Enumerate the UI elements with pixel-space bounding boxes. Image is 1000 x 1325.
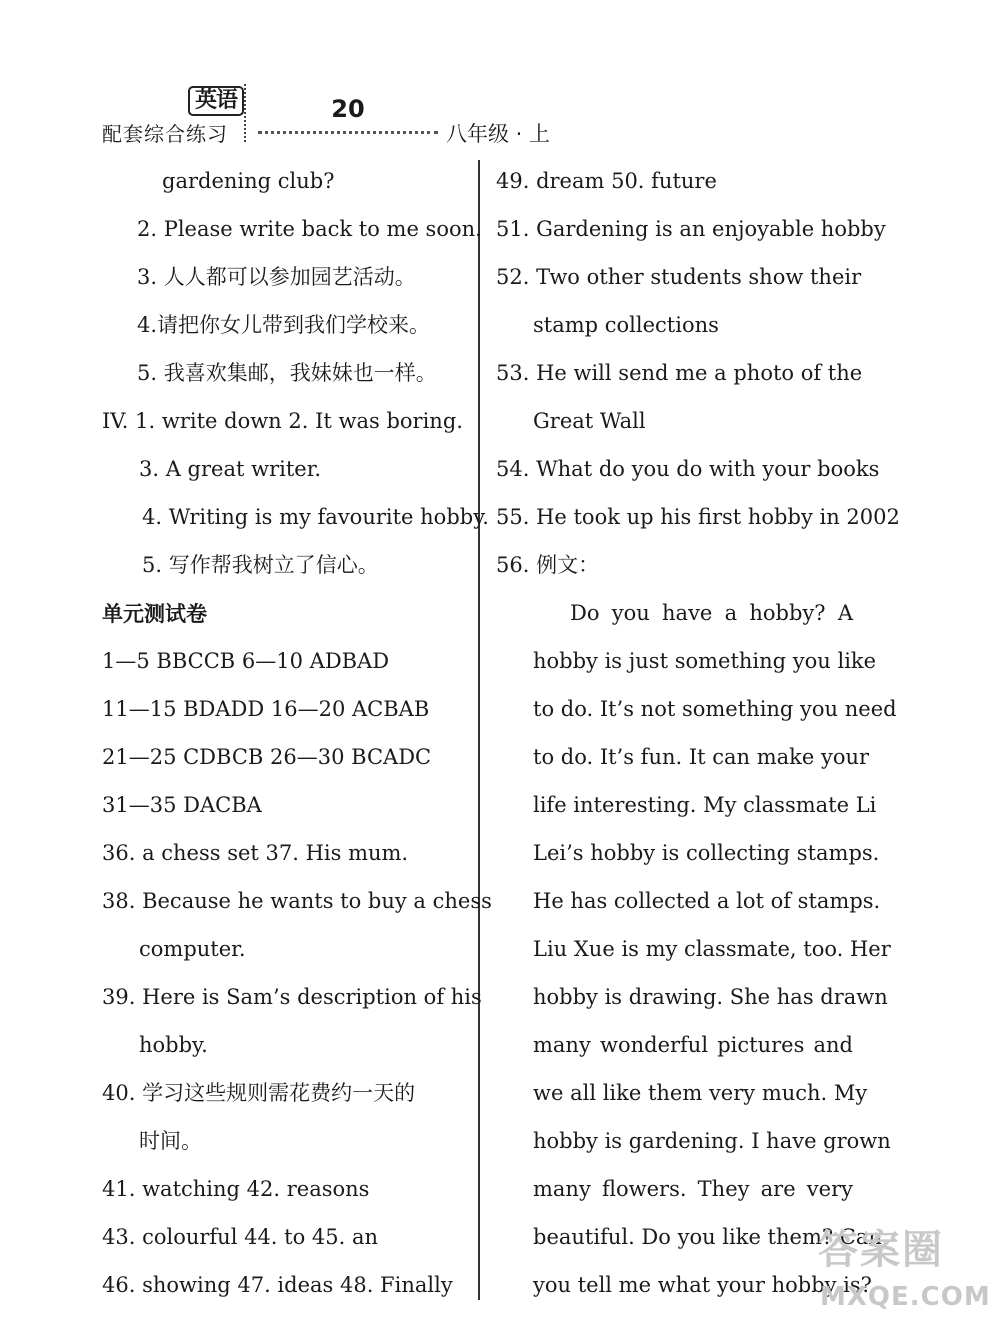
answer-line: 39. Here is Sam’s description of his xyxy=(102,985,482,1009)
answer-line: 时间。 xyxy=(139,1129,202,1153)
essay-line: many flowers. They are very xyxy=(533,1177,853,1201)
answer-line: 40. 学习这些规则需花费约一天的 xyxy=(102,1081,416,1105)
header-divider xyxy=(244,84,246,142)
watermark-logo xyxy=(800,1218,1000,1325)
essay-line: hobby is drawing. She has drawn xyxy=(533,985,888,1009)
answer-line: 21—25 CDBCB 26—30 BCADC xyxy=(102,745,432,769)
essay-line: beautiful. Do you like them? Can xyxy=(533,1225,882,1249)
essay-line: He has collected a lot of stamps. xyxy=(533,889,881,913)
answer-line: 54. What do you do with your books xyxy=(496,457,880,481)
essay-line: we all like them very much. My xyxy=(533,1081,868,1105)
answer-line: stamp collections xyxy=(533,313,719,337)
answer-line: hobby. xyxy=(139,1033,208,1057)
essay-line: to do. It’s fun. It can make your xyxy=(533,745,870,769)
essay-line: you tell me what your hobby is? xyxy=(533,1273,872,1297)
answer-line: gardening club? xyxy=(162,169,335,193)
column-divider xyxy=(478,160,480,1300)
essay-line: hobby is just something you like xyxy=(533,649,877,673)
page-header xyxy=(0,0,1000,160)
answer-line: 11—15 BDADD 16—20 ACBAB xyxy=(102,697,430,721)
dotted-rule xyxy=(258,131,438,134)
answer-line: 4.请把你女儿带到我们学校来。 xyxy=(137,313,431,337)
answer-line: 52. Two other students show their xyxy=(496,265,862,289)
answer-line: 43. colourful 44. to 45. an xyxy=(102,1225,379,1249)
answer-line: computer. xyxy=(139,937,246,961)
grade-label: 八年级 · 上 xyxy=(446,122,551,146)
answer-line: Great Wall xyxy=(533,409,646,433)
subject-badge: 英语 xyxy=(188,86,244,116)
essay-line: Do you have a hobby? A xyxy=(570,601,853,625)
answer-line: 38. Because he wants to buy a chess xyxy=(102,889,492,913)
answer-line: 56. 例文： xyxy=(496,553,600,577)
page-number: 20 xyxy=(331,95,365,123)
answer-line: 3. A great writer. xyxy=(139,457,322,481)
answer-line: 31—35 DACBA xyxy=(102,793,262,817)
answer-line: 55. He took up his first hobby in 2002 xyxy=(496,505,900,529)
answer-line: 2. Please write back to me soon. xyxy=(137,217,482,241)
essay-line: many wonderful pictures and xyxy=(533,1033,853,1057)
answer-line: 5. 我喜欢集邮，我妹妹也一样。 xyxy=(137,361,437,385)
answer-line: 46. showing 47. ideas 48. Finally xyxy=(102,1273,453,1297)
essay-line: life interesting. My classmate Li xyxy=(533,793,877,817)
essay-line: to do. It’s not something you need xyxy=(533,697,897,721)
answer-line: 51. Gardening is an enjoyable hobby xyxy=(496,217,886,241)
series-title: 配套综合练习 xyxy=(102,122,228,146)
section-heading: 单元测试卷 xyxy=(102,602,207,626)
essay-line: Lei’s hobby is collecting stamps. xyxy=(533,841,880,865)
answer-line: 36. a chess set 37. His mum. xyxy=(102,841,409,865)
answer-line: 4. Writing is my favourite hobby. xyxy=(142,505,489,529)
answer-line: 1—5 BBCCB 6—10 ADBAD xyxy=(102,649,390,673)
essay-line: hobby is gardening. I have grown xyxy=(533,1129,891,1153)
answer-line: 3. 人人都可以参加园艺活动。 xyxy=(137,265,416,289)
answer-line: 53. He will send me a photo of the xyxy=(496,361,863,385)
answer-line: IV. 1. write down 2. It was boring. xyxy=(102,409,463,433)
answer-line: 41. watching 42. reasons xyxy=(102,1177,370,1201)
watermark-text: 答案圈 xyxy=(818,1227,944,1273)
answer-line: 49. dream 50. future xyxy=(496,169,717,193)
watermark-url: MXQE.COM xyxy=(820,1282,991,1312)
essay-line: Liu Xue is my classmate, too. Her xyxy=(533,937,891,961)
answer-line: 5. 写作帮我树立了信心。 xyxy=(142,553,379,577)
